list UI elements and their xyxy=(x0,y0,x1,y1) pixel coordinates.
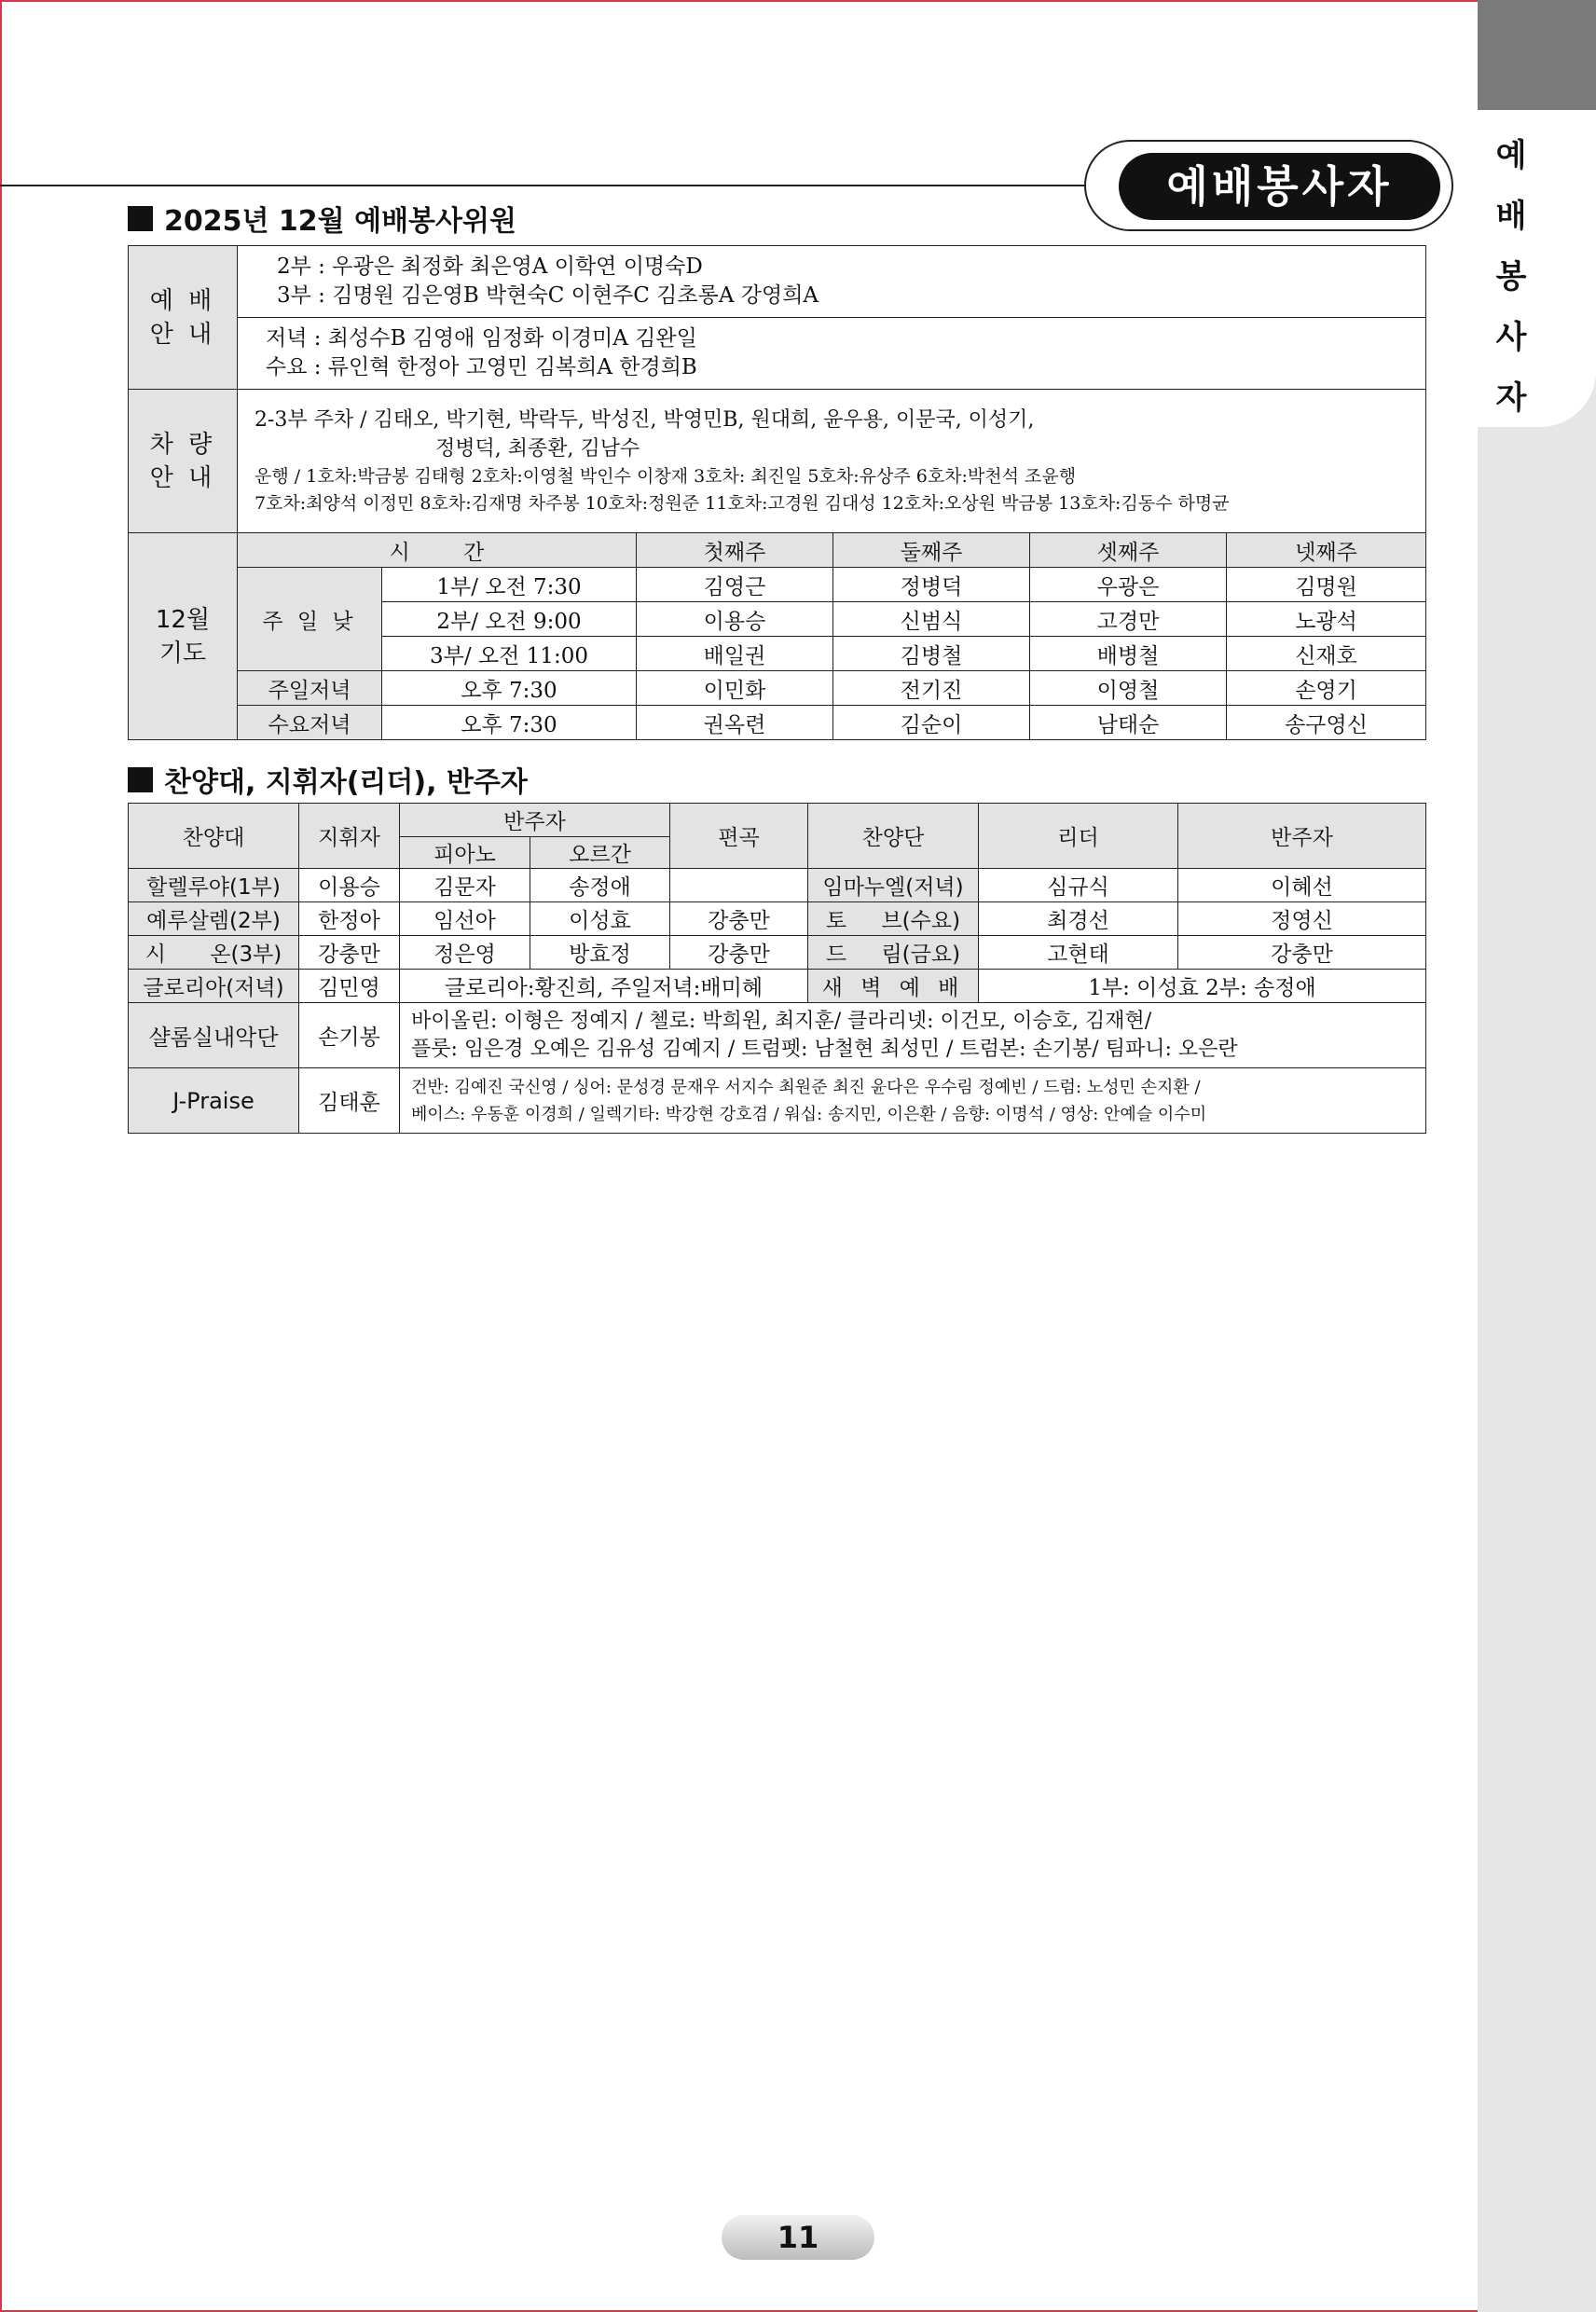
prayer-name: 이민화 xyxy=(637,671,833,706)
ensemble-name: J-Praise xyxy=(129,1068,299,1134)
vehicle-guide-label: 차 량 안 내 xyxy=(129,390,238,533)
team-accompanist-name: 정영신 xyxy=(1178,902,1426,936)
choir-header: 찬양대 xyxy=(129,804,299,869)
parking-line: 2-3부 주차 / 김태오, 박기현, 박락두, 박성진, 박영민B, 원대희, 윤우용, 이문국, 이성기, xyxy=(255,407,1035,432)
conductor-name: 김민영 xyxy=(299,970,400,1003)
section-title-text: 2025년 12월 예배봉사위원 xyxy=(164,205,516,238)
square-bullet-icon xyxy=(128,206,153,231)
gloria-row xyxy=(129,970,1426,1003)
side-tab-char: 봉 xyxy=(1495,258,1527,296)
bus-line: 운행 / 1호차:박금봉 김태형 2호차:이영철 박인수 이창재 3호차: 최진일 5호차:유상주 6호차:박천석 조윤행 xyxy=(255,465,1077,487)
jpraise-row xyxy=(129,1068,1426,1134)
praise-team-name: 임마누엘(저녁) xyxy=(808,869,979,902)
header-pill-title: 예배봉사자 xyxy=(1119,153,1440,220)
choir-row xyxy=(129,869,1426,902)
bus-line: 7호차:최양석 이정민 8호차:김재명 차주봉 10호차:정원준 11호차:고경원 김대성 12호차:오상원 박금봉 13호차:김동수 하명균 xyxy=(255,492,1230,514)
piano-header: 피아노 xyxy=(400,837,530,869)
ensemble-members-cell xyxy=(400,1068,1426,1134)
prayer-name: 김명원 xyxy=(1227,568,1426,602)
worship-guide-label: 예 배 안 내 xyxy=(129,246,238,390)
prayer-name: 고경만 xyxy=(1030,602,1227,637)
side-tab-label xyxy=(1478,126,1545,429)
choir-name: 시 온(3부) xyxy=(129,936,299,970)
prayer-row xyxy=(129,671,1426,706)
prayer-group-label: 수요저녁 xyxy=(238,706,382,740)
leader-header: 리더 xyxy=(979,804,1178,869)
prayer-label: 12월 기도 xyxy=(129,533,238,740)
prayer-name: 손영기 xyxy=(1227,671,1426,706)
arrangement-name xyxy=(670,869,808,902)
prayer-time: 2부/ 오전 9:00 xyxy=(382,602,637,637)
choir-name: 예루살렘(2부) xyxy=(129,902,299,936)
leader-name: 고현태 xyxy=(979,936,1178,970)
prayer-time: 오후 7:30 xyxy=(382,706,637,740)
side-tab-char: 예 xyxy=(1495,137,1527,174)
worship-line: 수요 : 류인혁 한정아 고영민 김복희A 한경희B xyxy=(266,355,697,379)
leader-name: 최경선 xyxy=(979,902,1178,936)
sunday-label: 주 일 낮 xyxy=(238,568,382,671)
conductor-name: 손기봉 xyxy=(299,1003,400,1068)
conductor-name: 김태훈 xyxy=(299,1068,400,1134)
prayer-name: 노광석 xyxy=(1227,602,1426,637)
prayer-time-header: 시 간 xyxy=(238,533,637,568)
arrangement-name: 강충만 xyxy=(670,936,808,970)
ensemble-line: 플룻: 임은경 오예은 김유성 김예지 / 트럼펫: 남철현 최성민 / 트럼본: 손기봉/ 팀파니: 오은란 xyxy=(411,1037,1238,1061)
prayer-name: 송구영신 xyxy=(1227,706,1426,740)
dawn-service-label: 새 벽 예 배 xyxy=(808,970,979,1003)
arrangement-header: 편곡 xyxy=(670,804,808,869)
side-tab-top-block xyxy=(1478,0,1596,110)
prayer-time: 오후 7:30 xyxy=(382,671,637,706)
piano-name: 김문자 xyxy=(400,869,530,902)
team-accompanist-name: 이혜선 xyxy=(1178,869,1426,902)
prayer-row xyxy=(129,706,1426,740)
section-title-volunteers xyxy=(128,198,516,239)
week-header: 둘째주 xyxy=(833,533,1030,568)
worship-morning-cell xyxy=(238,246,1426,318)
page-number: 11 xyxy=(722,2215,874,2260)
prayer-name: 이용승 xyxy=(637,602,833,637)
prayer-name: 남태순 xyxy=(1030,706,1227,740)
volunteer-table xyxy=(128,245,1426,740)
prayer-name: 김영근 xyxy=(637,568,833,602)
ensemble-line: 바이올린: 이형은 정예지 / 첼로: 박희원, 최지훈/ 클라리넷: 이건모, 이승호, 김재현/ xyxy=(411,1009,1152,1033)
organ-header: 오르간 xyxy=(530,837,670,869)
prayer-row xyxy=(129,568,1426,602)
choir-table xyxy=(128,803,1426,1134)
conductor-name: 한정아 xyxy=(299,902,400,936)
square-bullet-icon xyxy=(128,767,153,792)
prayer-name: 전기진 xyxy=(833,671,1030,706)
team-accompanist-name: 강충만 xyxy=(1178,936,1426,970)
ensemble-line: 베이스: 우동훈 이경희 / 일렉기타: 박강현 강호겸 / 워십: 송지민, 이은환 / 음향: 이명석 / 영상: 안예슬 이수미 xyxy=(411,1104,1207,1124)
piano-name: 정은영 xyxy=(400,936,530,970)
choir-header-row-1 xyxy=(129,804,1426,837)
section-title-choirs xyxy=(128,759,528,800)
week-header: 넷째주 xyxy=(1227,533,1426,568)
prayer-name: 권옥련 xyxy=(637,706,833,740)
worship-evening-cell xyxy=(238,318,1426,390)
arrangement-name: 강충만 xyxy=(670,902,808,936)
praise-team-name: 드 림(금요) xyxy=(808,936,979,970)
worship-line: 2부 : 우광은 최정화 최은영A 이학연 이명숙D xyxy=(277,255,703,279)
praise-team-name: 토 브(수요) xyxy=(808,902,979,936)
worship-row-morning xyxy=(129,246,1426,318)
prayer-name: 신범식 xyxy=(833,602,1030,637)
prayer-name: 배병철 xyxy=(1030,637,1227,671)
prayer-name: 신재호 xyxy=(1227,637,1426,671)
prayer-name: 우광은 xyxy=(1030,568,1227,602)
dawn-service-leaders: 1부: 이성효 2부: 송정애 xyxy=(979,970,1426,1003)
ensemble-line: 건반: 김예진 국신영 / 싱어: 문성경 문재우 서지수 최원준 최진 윤다은 우수림 정예빈 / 드럼: 노성민 손지환 / xyxy=(411,1077,1201,1097)
prayer-time: 1부/ 오전 7:30 xyxy=(382,568,637,602)
organ-name: 송정애 xyxy=(530,869,670,902)
week-header: 셋째주 xyxy=(1030,533,1227,568)
section-title-text: 찬양대, 지휘자(리더), 반주자 xyxy=(164,766,528,799)
prayer-name: 정병덕 xyxy=(833,568,1030,602)
prayer-name: 김순이 xyxy=(833,706,1030,740)
piano-name: 임선아 xyxy=(400,902,530,936)
worship-line: 3부 : 김명원 김은영B 박현숙C 이현주C 김초롱A 강영희A xyxy=(277,283,819,308)
team-accompanist-header: 반주자 xyxy=(1178,804,1426,869)
ensemble-members-cell xyxy=(400,1003,1426,1068)
praise-team-header: 찬양단 xyxy=(808,804,979,869)
conductor-name: 이용승 xyxy=(299,869,400,902)
leader-name: 심규식 xyxy=(979,869,1178,902)
vehicle-guide-cell xyxy=(238,390,1426,533)
organ-name: 이성효 xyxy=(530,902,670,936)
week-header: 첫째주 xyxy=(637,533,833,568)
conductor-name: 강충만 xyxy=(299,936,400,970)
conductor-header: 지휘자 xyxy=(299,804,400,869)
ensemble-name: 샬롬실내악단 xyxy=(129,1003,299,1068)
organ-name: 방효정 xyxy=(530,936,670,970)
prayer-time: 3부/ 오전 11:00 xyxy=(382,637,637,671)
prayer-name: 이영철 xyxy=(1030,671,1227,706)
worship-line: 저녁 : 최성수B 김영애 임정화 이경미A 김완일 xyxy=(266,326,697,351)
prayer-name: 배일권 xyxy=(637,637,833,671)
side-tab-char: 사 xyxy=(1495,319,1527,356)
parking-line: 정병덕, 최종환, 김남수 xyxy=(435,436,640,461)
gloria-accompanist: 글로리아:황진희, 주일저녁:배미혜 xyxy=(400,970,808,1003)
side-tab-char: 배 xyxy=(1495,198,1527,235)
choir-row xyxy=(129,902,1426,936)
worship-row-evening xyxy=(129,318,1426,390)
accompanist-header: 반주자 xyxy=(400,804,670,837)
header-rule xyxy=(0,185,1091,186)
choir-name: 글로리아(저녁) xyxy=(129,970,299,1003)
prayer-group-label: 주일저녁 xyxy=(238,671,382,706)
choir-name: 할렐루야(1부) xyxy=(129,869,299,902)
prayer-name: 김병철 xyxy=(833,637,1030,671)
shalom-row xyxy=(129,1003,1426,1068)
vehicle-row xyxy=(129,390,1426,533)
side-tab-char: 자 xyxy=(1495,379,1527,417)
choir-row xyxy=(129,936,1426,970)
prayer-header-row xyxy=(129,533,1426,568)
